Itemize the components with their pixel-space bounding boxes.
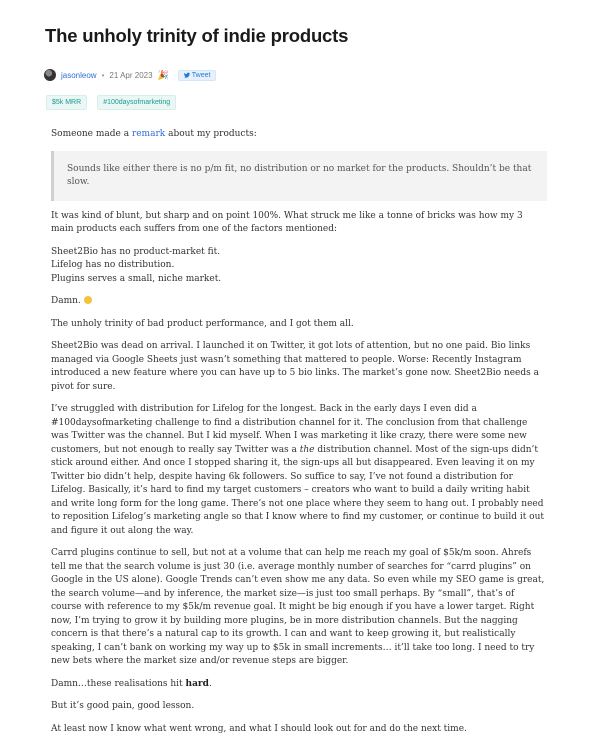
intro-paragraph [51,128,547,142]
para4-text: I’ve struggled with distribution for Lifelog for the longest. Back in the early days I even did a #100daysofmarketing challenge to find a distribution channel for it. The conclusion from that challenge was Twitter was the channel. But I kid myself. When I was marketing it like crazy, there were some new customers, but not enough to really say Twitter was a [51,404,528,455]
remark-link[interactable]: remark [131,129,166,139]
paragraph: The unholy trinity of bad product performance, and I got them all. [51,318,354,329]
tweet-label: Tweet [191,71,211,79]
paragraph: Sheet2Bio was dead on arrival. I launched it on Twitter, it got lots of attention, but no one paid. Bio links managed via Google Sheets just wasn’t something that mattered to people. Worse: Recently Instagram introduced a new feature where you can have up to 5 bio links. The market’s gone now. Sheet2Bio needs a pivot for sure. [51,341,539,392]
list-item: Lifelog has no distribution. [51,260,175,270]
twitter-bird-icon [184,72,190,78]
list-item: Plugins serves a small, niche market. [51,273,222,284]
paragraph: At least now I know what went wrong, and what I should look out for and do the next time. [51,723,467,734]
post-content [51,128,547,745]
list-item: Sheet2Bio has no product-market fit. [51,246,221,257]
tweet-button[interactable] [178,70,217,81]
emphasis-text: the [299,444,315,455]
para6-text-end: . [208,678,212,689]
post-meta [44,68,216,82]
separator-dot: • [101,70,105,80]
paragraph: Carrd plugins continue to sell, but not at a volume that can help me reach my goal of $5k/m soon. Ahrefs tell me that the search volume is just 30 (i.e. average monthly number of searches for “carrd plugins” on Google in the US alone). Google Trends can’t even show me any data. So even while my SEO game is great, the search volume—and by inference, the market size—is just too small perhaps. By “small”, that’s of course with reference to my $5k/m revenue goal. It might be big enough if you have a lower target. Right now, I’m trying to grow it by building more plugins, be in more distribution channels. But the nagging concern is that there’s a natural cap to its growth. I can and want to keep growing it, but realistically speaking, I can’t bank on working my way up to $5k in small increments… it’ll take too long. I need to try new bets where the market size and/or revenue steps are bigger. [51,548,545,666]
page-title: The unholy trinity of indie products [45,25,349,46]
avatar[interactable] [44,69,56,81]
post-date: 21 Apr 2023 [109,70,153,80]
paragraph [51,403,547,538]
author-link[interactable]: jasonleow [61,70,97,80]
damn-text: Damn. [51,296,81,306]
intro-text: Someone made a [51,129,132,139]
tag-link[interactable]: $5k MRR [46,95,87,110]
paragraph: But it’s good pain, good lesson. [51,701,195,711]
intro-text-end: about my products: [165,129,257,139]
product-list [51,246,547,287]
damn-paragraph [51,295,547,309]
quote-block: Sounds like either there is no p/m fit, no distribution or no market for the products. Shouldn’t be that slow. [51,151,547,201]
tag-list [46,95,176,110]
para6-text: Damn…these realisations hit [51,678,186,689]
paragraph [51,678,547,692]
para4-text-end: distribution channel. Most of the sign-ups didn’t stick around either. And once I stopped sharing it, the sign-ups all but disappeared. Even leaving it on my Twitter bio didn’t help, despite having 6k followers. So suffice to say, I’ve not found a distribution for Lifelog. Basically, it’s hard to find my target customers – creators who want to build a daily writing habit and write long form for the long game. There’s not one place where they seem to hang out. I probably need to reposition Lifelog’s marketing angle so that I know where to find my customer, or continue to build it out and figure it out along the way. [51,444,545,536]
tag-link[interactable]: #100daysofmarketing [97,95,176,110]
strong-text: hard [185,678,209,689]
celebration-icon: 🎉 [157,69,169,80]
paragraph: It was kind of blunt, but sharp and on point 100%. What struck me like a tonne of bricks was how my 3 main products each suffers from one of the factors mentioned: [51,210,523,234]
smile-emoji-icon [84,296,92,304]
